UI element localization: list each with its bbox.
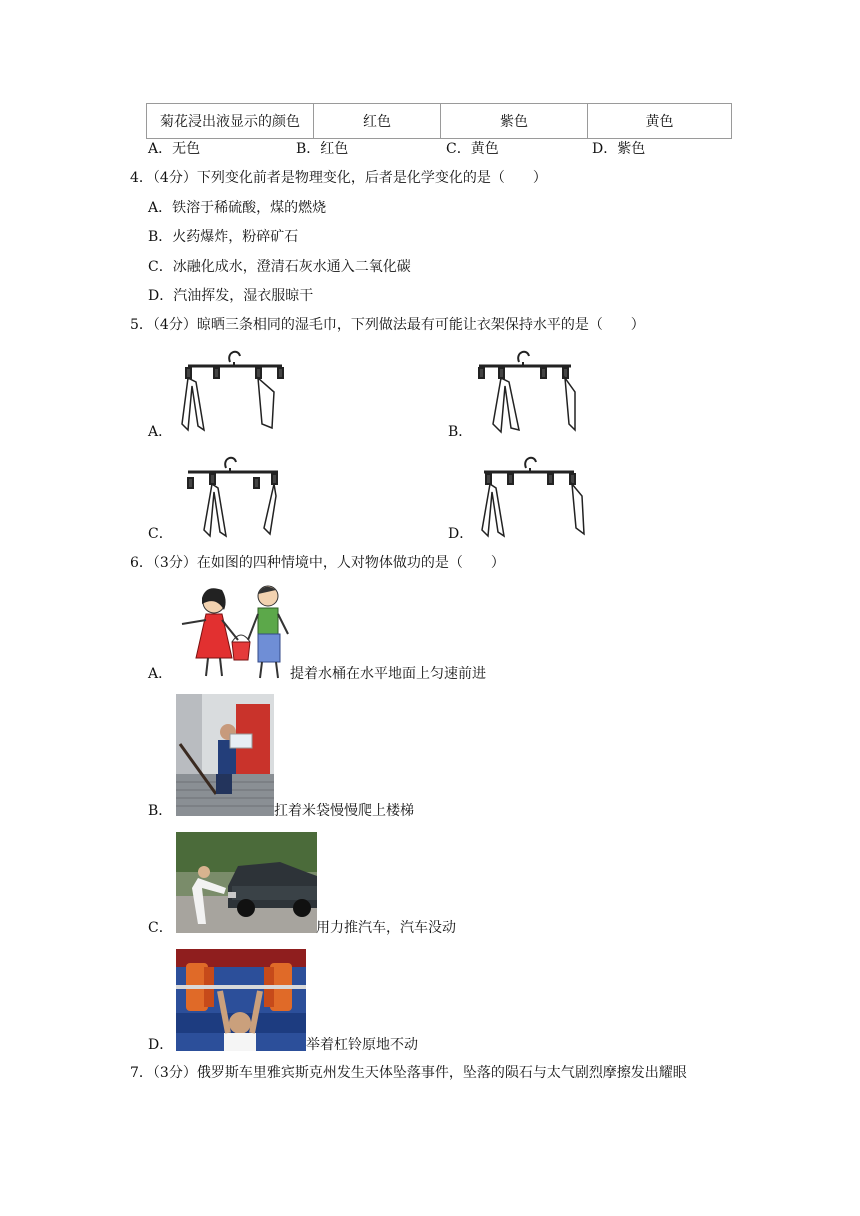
- pushing-car-photo: [176, 832, 317, 933]
- q4-option-d: D．汽油挥发，湿衣服晾干: [148, 288, 314, 304]
- stairs-rice-bag-photo: [176, 694, 274, 816]
- q3-option-d: [592, 139, 645, 159]
- q4-stem: 4．（4分）下列变化前者是物理变化，后者是化学变化的是（ ）: [130, 170, 547, 186]
- option-text: 黄色: [470, 141, 499, 157]
- table-cell: 黄色: [588, 104, 732, 139]
- q6-label-a: A．: [148, 666, 173, 682]
- option-text: 无色: [172, 141, 201, 157]
- indicator-color-table: [146, 103, 732, 139]
- table-row: [147, 104, 732, 139]
- q5-label-d: D．: [448, 526, 474, 542]
- table-cell: 红色: [314, 104, 441, 139]
- hanger-diagram-c: [178, 452, 290, 544]
- hanger-diagram-b: [475, 346, 587, 438]
- q4-option-b: B．火药爆炸，粉碎矿石: [148, 229, 299, 245]
- q6-caption-d: 举着杠铃原地不动: [306, 1037, 418, 1053]
- q6-label-c: C．: [148, 920, 173, 936]
- carrying-bucket-illustration: [176, 580, 302, 684]
- q7-stem: 7．（3分）俄罗斯车里雅宾斯克州发生天体坠落事件，坠落的陨石与太气剧烈摩擦发出耀眼: [130, 1065, 687, 1081]
- q5-label-b: B．: [448, 424, 473, 440]
- q5-stem: 5．（4分）晾晒三条相同的湿毛巾，下列做法最有可能让衣架保持水平的是（ ）: [130, 317, 645, 333]
- holding-barbell-photo: [176, 949, 306, 1051]
- q3-option-c: [446, 139, 499, 159]
- option-letter: A．: [148, 141, 173, 157]
- q6-caption-a: 提着水桶在水平地面上匀速前进: [290, 666, 486, 682]
- table-row-label: 菊花浸出液显示的颜色: [147, 104, 314, 139]
- q4-option-c: C．冰融化成水，澄清石灰水通入二氧化碳: [148, 259, 411, 275]
- q4-option-a: A．铁溶于稀硫酸，煤的燃烧: [148, 200, 327, 216]
- q5-label-a: A．: [148, 424, 173, 440]
- option-letter: D．: [592, 141, 618, 157]
- q6-caption-c: 用力推汽车，汽车没动: [316, 920, 456, 936]
- q6-stem: 6．（3分）在如图的四种情境中，人对物体做功的是（ ）: [130, 555, 505, 571]
- hanger-diagram-d: [478, 452, 590, 544]
- hanger-diagram-a: [178, 346, 290, 438]
- option-text: 紫色: [617, 141, 646, 157]
- q3-option-a: [148, 139, 200, 159]
- q6-label-b: B．: [148, 803, 173, 819]
- option-text: 红色: [320, 141, 349, 157]
- option-letter: B．: [296, 141, 321, 157]
- q3-option-b: [296, 139, 348, 159]
- q6-label-d: D．: [148, 1037, 174, 1053]
- table-cell: 紫色: [441, 104, 588, 139]
- option-letter: C．: [446, 141, 471, 157]
- q6-caption-b: 扛着米袋慢慢爬上楼梯: [274, 803, 414, 819]
- q5-label-c: C．: [148, 526, 173, 542]
